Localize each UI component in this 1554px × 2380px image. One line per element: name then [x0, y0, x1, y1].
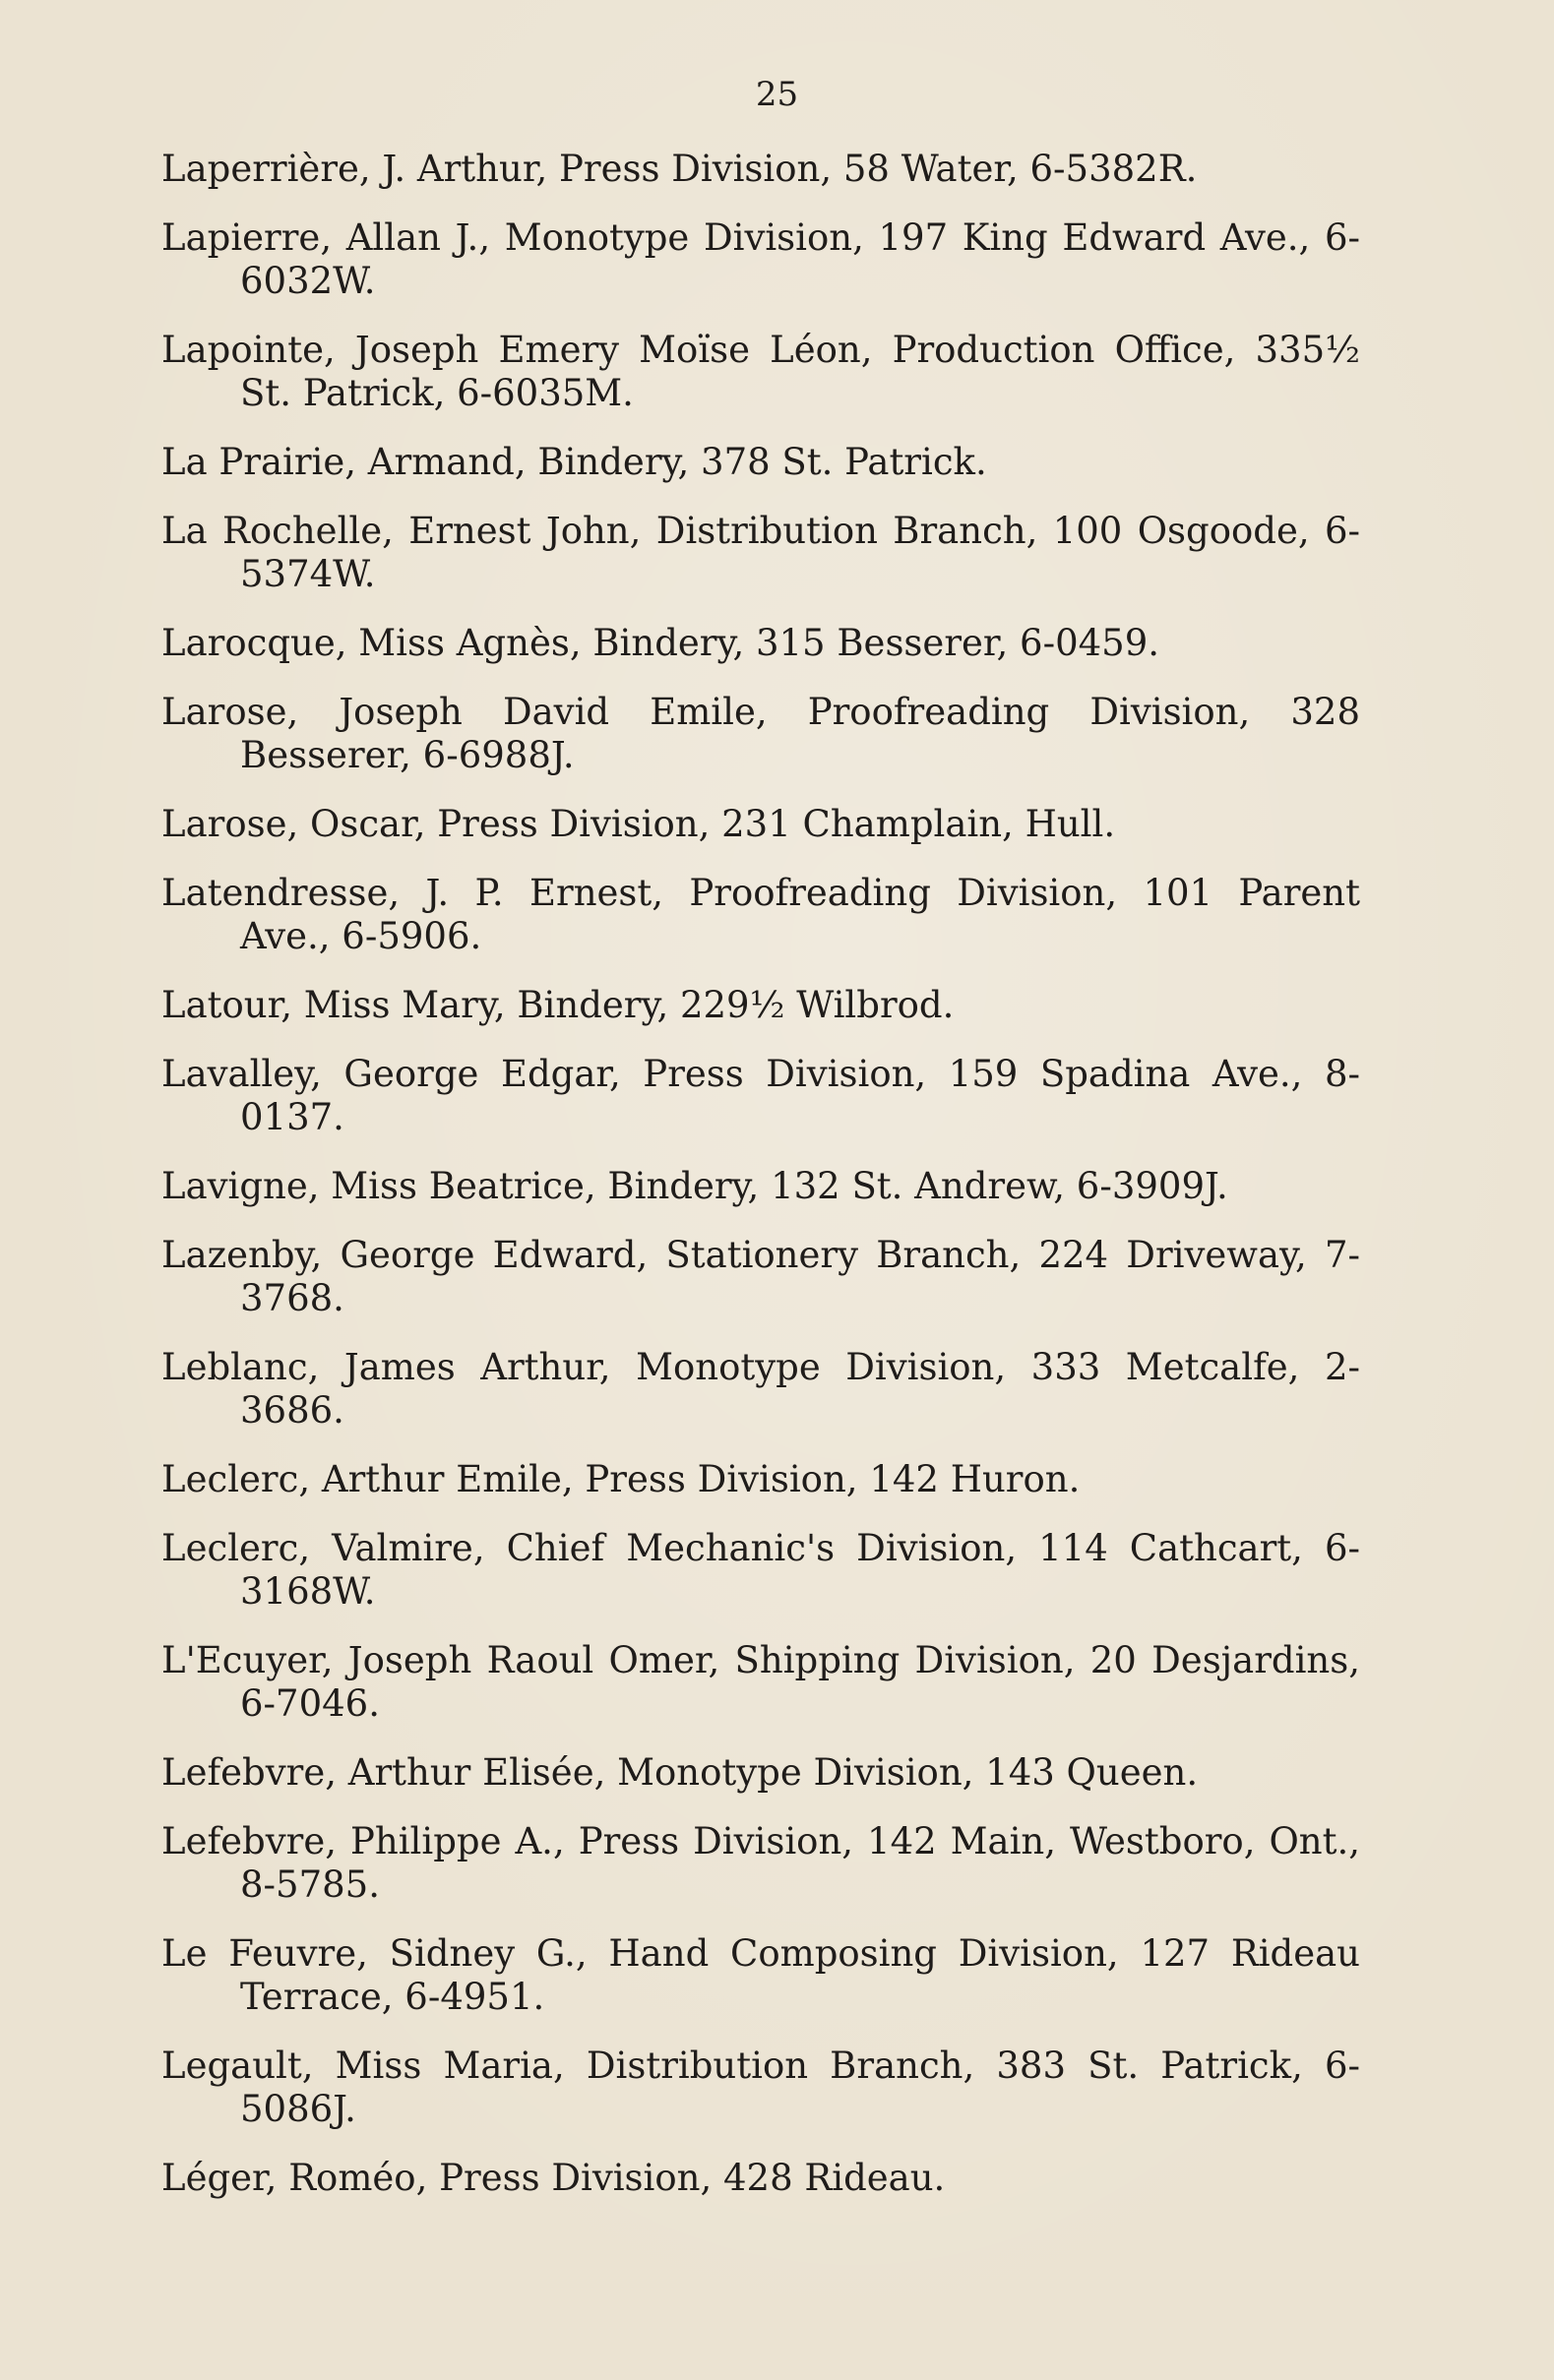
directory-entry: La Prairie, Armand, Bindery, 378 St. Patrick. [161, 441, 987, 483]
directory-entry: Lefebvre, Philippe A., Press Division, 142 Main, Westboro, Ont., 8-5785. [161, 1820, 1360, 1906]
directory-entry: L'Ecuyer, Joseph Raoul Omer, Shipping Division, 20 Desjardins, 6-7046. [161, 1639, 1360, 1725]
directory-entry: Leclerc, Arthur Emile, Press Division, 142 Huron. [161, 1458, 1081, 1500]
directory-entry: Latour, Miss Mary, Bindery, 229½ Wilbrod. [161, 984, 955, 1026]
directory-entry: Laperrière, J. Arthur, Press Division, 58 Water, 6-5382R. [161, 148, 1198, 190]
directory-entry: Leclerc, Valmire, Chief Mechanic's Division, 114 Cathcart, 6-3168W. [161, 1527, 1360, 1613]
directory-entry: Leblanc, James Arthur, Monotype Division, 333 Metcalfe, 2-3686. [161, 1346, 1360, 1432]
directory-entries [161, 148, 1360, 2200]
directory-entry: Lavigne, Miss Beatrice, Bindery, 132 St. Andrew, 6-3909J. [161, 1165, 1228, 1207]
directory-entry: Le Feuvre, Sidney G., Hand Composing Division, 127 Rideau Terrace, 6-4951. [161, 1932, 1360, 2018]
directory-entry: Lapointe, Joseph Emery Moïse Léon, Production Office, 335½ St. Patrick, 6-6035M. [161, 329, 1360, 414]
directory-entry: Léger, Roméo, Press Division, 428 Rideau. [161, 2157, 946, 2199]
directory-entry: Lapierre, Allan J., Monotype Division, 197 King Edward Ave., 6-6032W. [161, 216, 1360, 302]
page-number: 25 [755, 75, 799, 114]
directory-entry: Legault, Miss Maria, Distribution Branch, 383 St. Patrick, 6-5086J. [161, 2044, 1360, 2130]
directory-entry: La Rochelle, Ernest John, Distribution Branch, 100 Osgoode, 6-5374W. [161, 510, 1360, 595]
directory-entry: Lefebvre, Arthur Elisée, Monotype Division, 143 Queen. [161, 1751, 1199, 1794]
directory-entry: Latendresse, J. P. Ernest, Proofreading Division, 101 Parent Ave., 6-5906. [161, 872, 1360, 957]
directory-entry: Larose, Joseph David Emile, Proofreading Division, 328 Besserer, 6-6988J. [161, 691, 1360, 776]
directory-entry: Lavalley, George Edgar, Press Division, 159 Spadina Ave., 8-0137. [161, 1053, 1360, 1138]
directory-entry: Larose, Oscar, Press Division, 231 Champlain, Hull. [161, 803, 1116, 845]
directory-entry: Lazenby, George Edward, Stationery Branch, 224 Driveway, 7-3768. [161, 1234, 1360, 1319]
directory-entry: Larocque, Miss Agnès, Bindery, 315 Besserer, 6-0459. [161, 622, 1160, 664]
